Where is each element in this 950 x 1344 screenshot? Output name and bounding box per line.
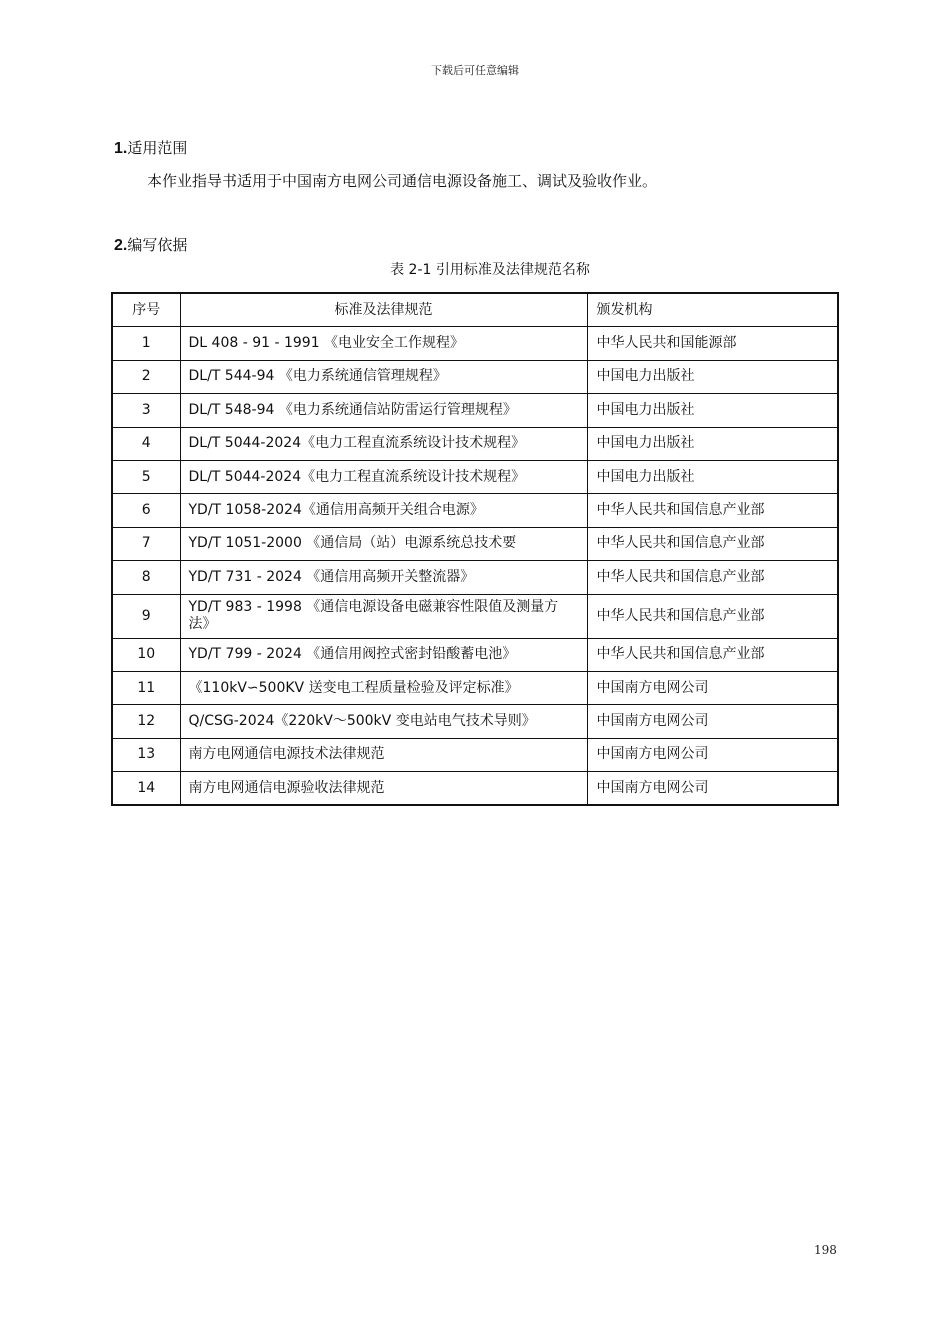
- row-standard-cell: YD/T 731 - 2024 《通信用高频开关整流器》: [180, 561, 587, 594]
- section-2-number: 2.: [114, 237, 128, 254]
- row-issuer-cell: 中国南方电网公司: [587, 772, 838, 806]
- row-standard-cell: YD/T 799 - 2024 《通信用阀控式密封铅酸蓄电池》: [180, 638, 587, 671]
- table-row: [112, 394, 838, 427]
- row-index-cell: 11: [112, 671, 180, 704]
- table-row: [112, 561, 838, 594]
- table-row: [112, 327, 838, 360]
- row-standard-cell: 《110kV∽500KV 送变电工程质量检验及评定标准》: [180, 671, 587, 704]
- standards-table: [111, 292, 839, 806]
- row-index-cell: 7: [112, 527, 180, 560]
- section-2-title: 编写依据: [127, 236, 188, 254]
- table-header-row: [112, 293, 838, 327]
- section-1-paragraph: 本作业指导书适用于中国南方电网公司通信电源设备施工、调试及验收作业。: [147, 172, 658, 190]
- header-cell-standard: 标准及法律规范: [180, 293, 587, 327]
- table-row: [112, 594, 838, 638]
- row-index-cell: 6: [112, 494, 180, 527]
- table-row: [112, 360, 838, 393]
- row-standard-cell: DL/T 5044-2024《电力工程直流系统设计技术规程》: [180, 427, 587, 460]
- table-row: [112, 638, 838, 671]
- table-row: [112, 494, 838, 527]
- row-standard-cell: DL/T 544-94 《电力系统通信管理规程》: [180, 360, 587, 393]
- table-row: [112, 527, 838, 560]
- row-standard-cell: YD/T 983 - 1998 《通信电源设备电磁兼容性限值及测量方法》: [180, 594, 587, 638]
- row-index-cell: 14: [112, 772, 180, 806]
- row-index-cell: 13: [112, 738, 180, 771]
- row-issuer-cell: 中国电力出版社: [587, 460, 838, 493]
- page-header-note: 下载后可任意编辑: [431, 64, 519, 77]
- row-standard-cell: DL 408 - 91 - 1991 《电业安全工作规程》: [180, 327, 587, 360]
- row-index-cell: 5: [112, 460, 180, 493]
- table-row: [112, 460, 838, 493]
- table-row: [112, 772, 838, 806]
- page-number: 198: [814, 1243, 837, 1257]
- header-cell-issuer: 颁发机构: [587, 293, 838, 327]
- row-index-cell: 4: [112, 427, 180, 460]
- row-index-cell: 3: [112, 394, 180, 427]
- row-standard-cell: Q/CSG-2024《220kV～500kV 变电站电气技术导则》: [180, 705, 587, 738]
- row-standard-cell: YD/T 1051-2000 《通信局（站）电源系统总技术要: [180, 527, 587, 560]
- row-index-cell: 1: [112, 327, 180, 360]
- row-issuer-cell: 中国南方电网公司: [587, 705, 838, 738]
- row-standard-cell: 南方电网通信电源技术法律规范: [180, 738, 587, 771]
- row-index-cell: 9: [112, 594, 180, 638]
- row-issuer-cell: 中华人民共和国信息产业部: [587, 527, 838, 560]
- row-issuer-cell: 中国电力出版社: [587, 427, 838, 460]
- row-issuer-cell: 中国电力出版社: [587, 360, 838, 393]
- row-standard-cell: DL/T 548-94 《电力系统通信站防雷运行管理规程》: [180, 394, 587, 427]
- table-row: [112, 427, 838, 460]
- row-issuer-cell: 中国南方电网公司: [587, 671, 838, 704]
- row-standard-cell: DL/T 5044-2024《电力工程直流系统设计技术规程》: [180, 460, 587, 493]
- row-issuer-cell: 中华人民共和国信息产业部: [587, 638, 838, 671]
- standards-table-body: [112, 293, 838, 805]
- row-issuer-cell: 中华人民共和国信息产业部: [587, 561, 838, 594]
- header-cell-index: 序号: [112, 293, 180, 327]
- row-issuer-cell: 中国电力出版社: [587, 394, 838, 427]
- table-row: [112, 738, 838, 771]
- section-1-number: 1.: [114, 140, 128, 157]
- table-row: [112, 671, 838, 704]
- section-1-heading: [114, 137, 187, 158]
- row-standard-cell: YD/T 1058-2024《通信用高频开关组合电源》: [180, 494, 587, 527]
- row-index-cell: 2: [112, 360, 180, 393]
- row-issuer-cell: 中华人民共和国信息产业部: [587, 594, 838, 638]
- row-index-cell: 10: [112, 638, 180, 671]
- row-issuer-cell: 中华人民共和国能源部: [587, 327, 838, 360]
- row-issuer-cell: 中华人民共和国信息产业部: [587, 494, 838, 527]
- row-index-cell: 12: [112, 705, 180, 738]
- row-standard-cell: 南方电网通信电源验收法律规范: [180, 772, 587, 806]
- section-1-title: 适用范围: [127, 139, 188, 157]
- row-index-cell: 8: [112, 561, 180, 594]
- table-row: [112, 705, 838, 738]
- row-issuer-cell: 中国南方电网公司: [587, 738, 838, 771]
- table-caption: 表 2-1 引用标准及法律规范名称: [390, 262, 590, 278]
- section-2-heading: [114, 234, 187, 255]
